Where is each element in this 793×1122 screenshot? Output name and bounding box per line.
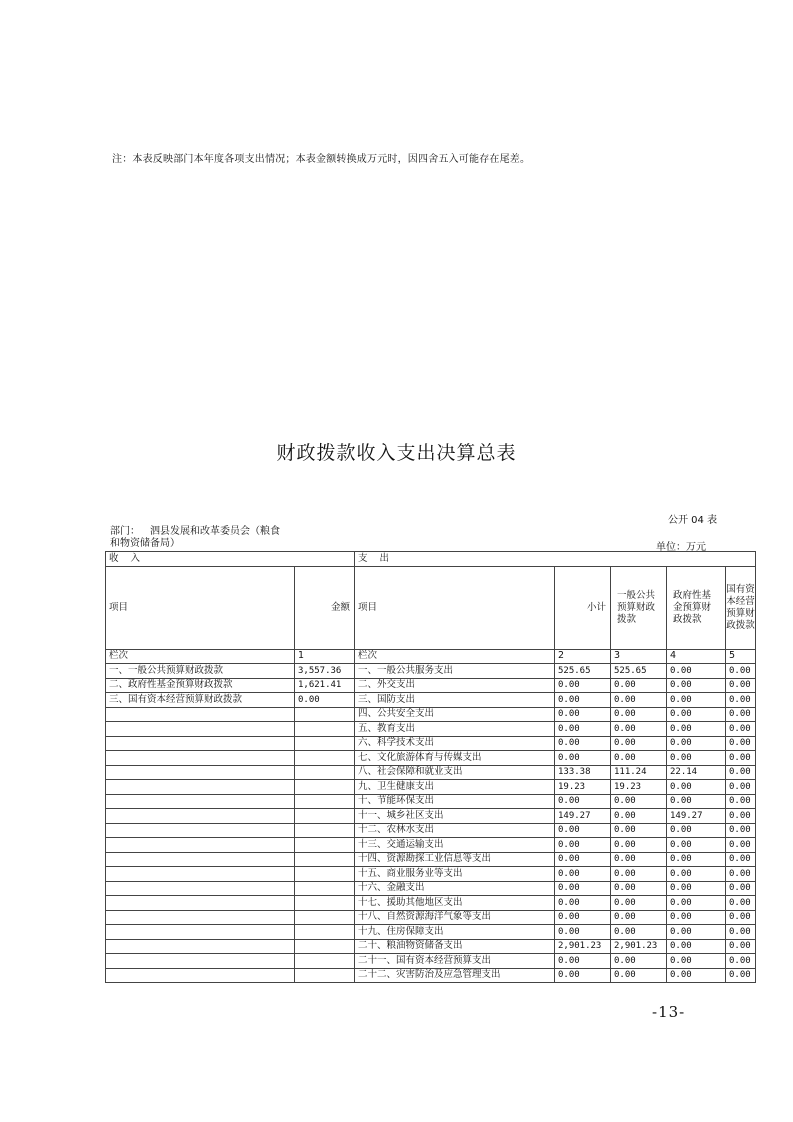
income-amount-cell [295,838,355,853]
expense-item-cell: 二、外交支出 [355,678,555,693]
income-item-cell [106,838,295,853]
state-owned-cell: 0.00 [726,852,756,867]
gov-fund-cell: 0.00 [667,823,726,838]
table-row [106,765,756,780]
subtotal-cell: 0.00 [555,910,611,925]
subtotal-cell: 0.00 [555,896,611,911]
gov-fund-cell: 0.00 [667,780,726,795]
subtotal-cell: 0.00 [555,954,611,969]
state-owned-cell: 0.00 [726,693,756,708]
subtotal-cell: 0.00 [555,881,611,896]
income-amount-cell [295,751,355,766]
gov-fund-cell: 0.00 [667,678,726,693]
expense-item-cell: 十二、农林水支出 [355,823,555,838]
state-owned-cell: 0.00 [726,896,756,911]
income-item-cell [106,707,295,722]
income-item-cell: 三、国有资本经营预算财政拨款 [106,693,295,708]
general-budget-cell: 0.00 [611,925,667,940]
index-c2: 2 [555,649,611,664]
subtotal-cell: 0.00 [555,722,611,737]
expense-header: 支出 [355,552,756,567]
index-income-no: 1 [295,649,355,664]
table-note: 注：本表反映部门本年度各项支出情况；本表金额转换成万元时，因四舍五入可能存在尾差。 [112,154,531,165]
income-amount-cell [295,896,355,911]
expense-item-cell: 十、节能环保支出 [355,794,555,809]
income-item-cell [106,852,295,867]
income-amount-cell [295,852,355,867]
income-amount-cell [295,794,355,809]
gov-fund-cell: 0.00 [667,968,726,983]
general-budget-cell: 0.00 [611,881,667,896]
state-owned-cell: 0.00 [726,939,756,954]
index-c4: 4 [667,649,726,664]
gov-fund-cell: 0.00 [667,794,726,809]
subtotal-cell: 0.00 [555,736,611,751]
state-owned-cell: 0.00 [726,780,756,795]
income-amount-cell [295,925,355,940]
income-amount-cell [295,881,355,896]
general-budget-cell: 0.00 [611,954,667,969]
state-owned-cell: 0.00 [726,823,756,838]
subtotal-cell: 2,901.23 [555,939,611,954]
state-owned-cell: 0.00 [726,867,756,882]
expense-item-cell: 十七、援助其他地区支出 [355,896,555,911]
income-item-cell [106,794,295,809]
expense-item-cell: 二十、粮油物资储备支出 [355,939,555,954]
subtotal-cell: 0.00 [555,867,611,882]
table-row [106,881,756,896]
gov-fund-cell: 0.00 [667,881,726,896]
income-amount-cell [295,722,355,737]
expense-item-cell: 十四、资源勘探工业信息等支出 [355,852,555,867]
income-amount-cell [295,736,355,751]
general-budget-cell: 0.00 [611,809,667,824]
gov-fund-cell: 149.27 [667,809,726,824]
state-owned-cell: 0.00 [726,838,756,853]
income-amount-cell [295,939,355,954]
table-row [106,664,756,679]
general-budget-cell: 0.00 [611,693,667,708]
gov-fund-cell: 0.00 [667,954,726,969]
expense-item-cell: 一、一般公共服务支出 [355,664,555,679]
expense-item-cell: 十一、城乡社区支出 [355,809,555,824]
col-gov-fund-budget: 政府性基金预算财政拨款 [667,566,726,649]
expense-item-cell: 十六、金融支出 [355,881,555,896]
general-budget-cell: 0.00 [611,867,667,882]
income-item-cell [106,925,295,940]
gov-fund-cell: 22.14 [667,765,726,780]
income-item-cell: 二、政府性基金预算财政拨款 [106,678,295,693]
subtotal-cell: 0.00 [555,707,611,722]
income-amount-cell [295,968,355,983]
expense-item-cell: 十五、商业服务业等支出 [355,867,555,882]
subtotal-cell: 19.23 [555,780,611,795]
expense-item-cell: 六、科学技术支出 [355,736,555,751]
income-amount-cell: 0.00 [295,693,355,708]
subtotal-cell: 149.27 [555,809,611,824]
gov-fund-cell: 0.00 [667,736,726,751]
state-owned-cell: 0.00 [726,765,756,780]
general-budget-cell: 0.00 [611,722,667,737]
table-row [106,809,756,824]
income-amount-cell [295,765,355,780]
income-amount-cell [295,867,355,882]
income-item-cell [106,823,295,838]
income-item-cell [106,722,295,737]
state-owned-cell: 0.00 [726,751,756,766]
general-budget-cell: 0.00 [611,751,667,766]
income-item-cell [106,809,295,824]
gov-fund-cell: 0.00 [667,707,726,722]
table-row [106,780,756,795]
subtotal-cell: 0.00 [555,823,611,838]
expense-item-cell: 十九、住房保障支出 [355,925,555,940]
income-amount-cell [295,823,355,838]
table-row [106,736,756,751]
subtotal-cell: 133.38 [555,765,611,780]
gov-fund-cell: 0.00 [667,852,726,867]
income-item-cell [106,896,295,911]
table-row [106,838,756,853]
income-item-cell [106,751,295,766]
general-budget-cell: 0.00 [611,794,667,809]
table-row [106,823,756,838]
table-row [106,794,756,809]
state-owned-cell: 0.00 [726,881,756,896]
general-budget-cell: 0.00 [611,968,667,983]
subtotal-cell: 0.00 [555,968,611,983]
state-owned-cell: 0.00 [726,910,756,925]
state-owned-cell: 0.00 [726,664,756,679]
state-owned-cell: 0.00 [726,678,756,693]
table-row [106,852,756,867]
subtotal-cell: 0.00 [555,925,611,940]
subtotal-cell: 0.00 [555,838,611,853]
income-item-cell [106,765,295,780]
subtotal-cell: 0.00 [555,693,611,708]
general-budget-cell: 0.00 [611,852,667,867]
expense-item-cell: 二十一、国有资本经营预算支出 [355,954,555,969]
gov-fund-cell: 0.00 [667,939,726,954]
general-budget-cell: 0.00 [611,678,667,693]
subtotal-cell: 0.00 [555,678,611,693]
section-header-row [106,552,756,567]
income-amount-cell: 1,621.41 [295,678,355,693]
index-c3: 3 [611,649,667,664]
index-income-label: 栏次 [106,649,295,664]
general-budget-cell: 0.00 [611,910,667,925]
index-expense-label: 栏次 [355,649,555,664]
gov-fund-cell: 0.00 [667,751,726,766]
gov-fund-cell: 0.00 [667,722,726,737]
table-row [106,722,756,737]
general-budget-cell: 0.00 [611,736,667,751]
col-income-item: 项目 [106,566,295,649]
income-item-cell [106,867,295,882]
gov-fund-cell: 0.00 [667,925,726,940]
department-name-line1: 泗县发展和改革委员会（粮食 [150,526,280,537]
income-item-cell: 一、一般公共预算财政拨款 [106,664,295,679]
expense-item-cell: 七、文化旅游体育与传媒支出 [355,751,555,766]
table-row [106,954,756,969]
general-budget-cell: 525.65 [611,664,667,679]
department-name-line2: 和物资储备局） [110,538,180,549]
table-row [106,968,756,983]
gov-fund-cell: 0.00 [667,867,726,882]
column-header-row [106,566,756,649]
expense-item-cell: 三、国防支出 [355,693,555,708]
general-budget-cell: 0.00 [611,823,667,838]
page-title: 财政拨款收入支出决算总表 [276,442,517,464]
general-budget-cell: 0.00 [611,838,667,853]
income-amount-cell [295,707,355,722]
index-row [106,649,756,664]
table-row [106,867,756,882]
income-item-cell [106,780,295,795]
income-amount-cell [295,954,355,969]
subtotal-cell: 0.00 [555,794,611,809]
gov-fund-cell: 0.00 [667,896,726,911]
income-item-cell [106,736,295,751]
state-owned-cell: 0.00 [726,809,756,824]
income-item-cell [106,954,295,969]
subtotal-cell: 0.00 [555,751,611,766]
gov-fund-cell: 0.00 [667,664,726,679]
index-c5: 5 [726,649,756,664]
expense-item-cell: 九、卫生健康支出 [355,780,555,795]
state-owned-cell: 0.00 [726,968,756,983]
expense-item-cell: 五、教育支出 [355,722,555,737]
department-label: 部门： [110,526,140,537]
general-budget-cell: 0.00 [611,896,667,911]
income-amount-cell: 3,557.36 [295,664,355,679]
general-budget-cell: 2,901.23 [611,939,667,954]
table-row [106,896,756,911]
expense-item-cell: 八、社会保障和就业支出 [355,765,555,780]
budget-table [105,551,756,983]
income-amount-cell [295,780,355,795]
table-row [106,751,756,766]
state-owned-cell: 0.00 [726,707,756,722]
table-row [106,693,756,708]
general-budget-cell: 19.23 [611,780,667,795]
income-amount-cell [295,809,355,824]
col-general-budget: 一般公共预算财政拨款 [611,566,667,649]
gov-fund-cell: 0.00 [667,910,726,925]
expense-item-cell: 十三、交通运输支出 [355,838,555,853]
col-state-owned-budget: 国有资本经营预算财政拨款 [726,566,756,649]
form-code: 公开 04 表 [668,515,718,526]
state-owned-cell: 0.00 [726,736,756,751]
state-owned-cell: 0.00 [726,954,756,969]
gov-fund-cell: 0.00 [667,838,726,853]
table-row [106,678,756,693]
income-item-cell [106,881,295,896]
general-budget-cell: 0.00 [611,707,667,722]
general-budget-cell: 111.24 [611,765,667,780]
col-income-amount: 金额 [295,566,355,649]
col-subtotal: 小计 [555,566,611,649]
subtotal-cell: 0.00 [555,852,611,867]
table-row [106,707,756,722]
table-row [106,910,756,925]
income-item-cell [106,939,295,954]
income-item-cell [106,968,295,983]
page-number: -13- [652,1003,686,1021]
expense-item-cell: 二十二、灾害防治及应急管理支出 [355,968,555,983]
state-owned-cell: 0.00 [726,794,756,809]
table-row [106,925,756,940]
income-amount-cell [295,910,355,925]
gov-fund-cell: 0.00 [667,693,726,708]
department-info [110,526,280,550]
expense-item-cell: 四、公共安全支出 [355,707,555,722]
table-row [106,939,756,954]
income-item-cell [106,910,295,925]
state-owned-cell: 0.00 [726,925,756,940]
unit-label: 单位：万元 [656,542,706,553]
col-expense-item: 项目 [355,566,555,649]
income-header: 收入 [106,552,355,567]
expense-item-cell: 十八、自然资源海洋气象等支出 [355,910,555,925]
state-owned-cell: 0.00 [726,722,756,737]
subtotal-cell: 525.65 [555,664,611,679]
